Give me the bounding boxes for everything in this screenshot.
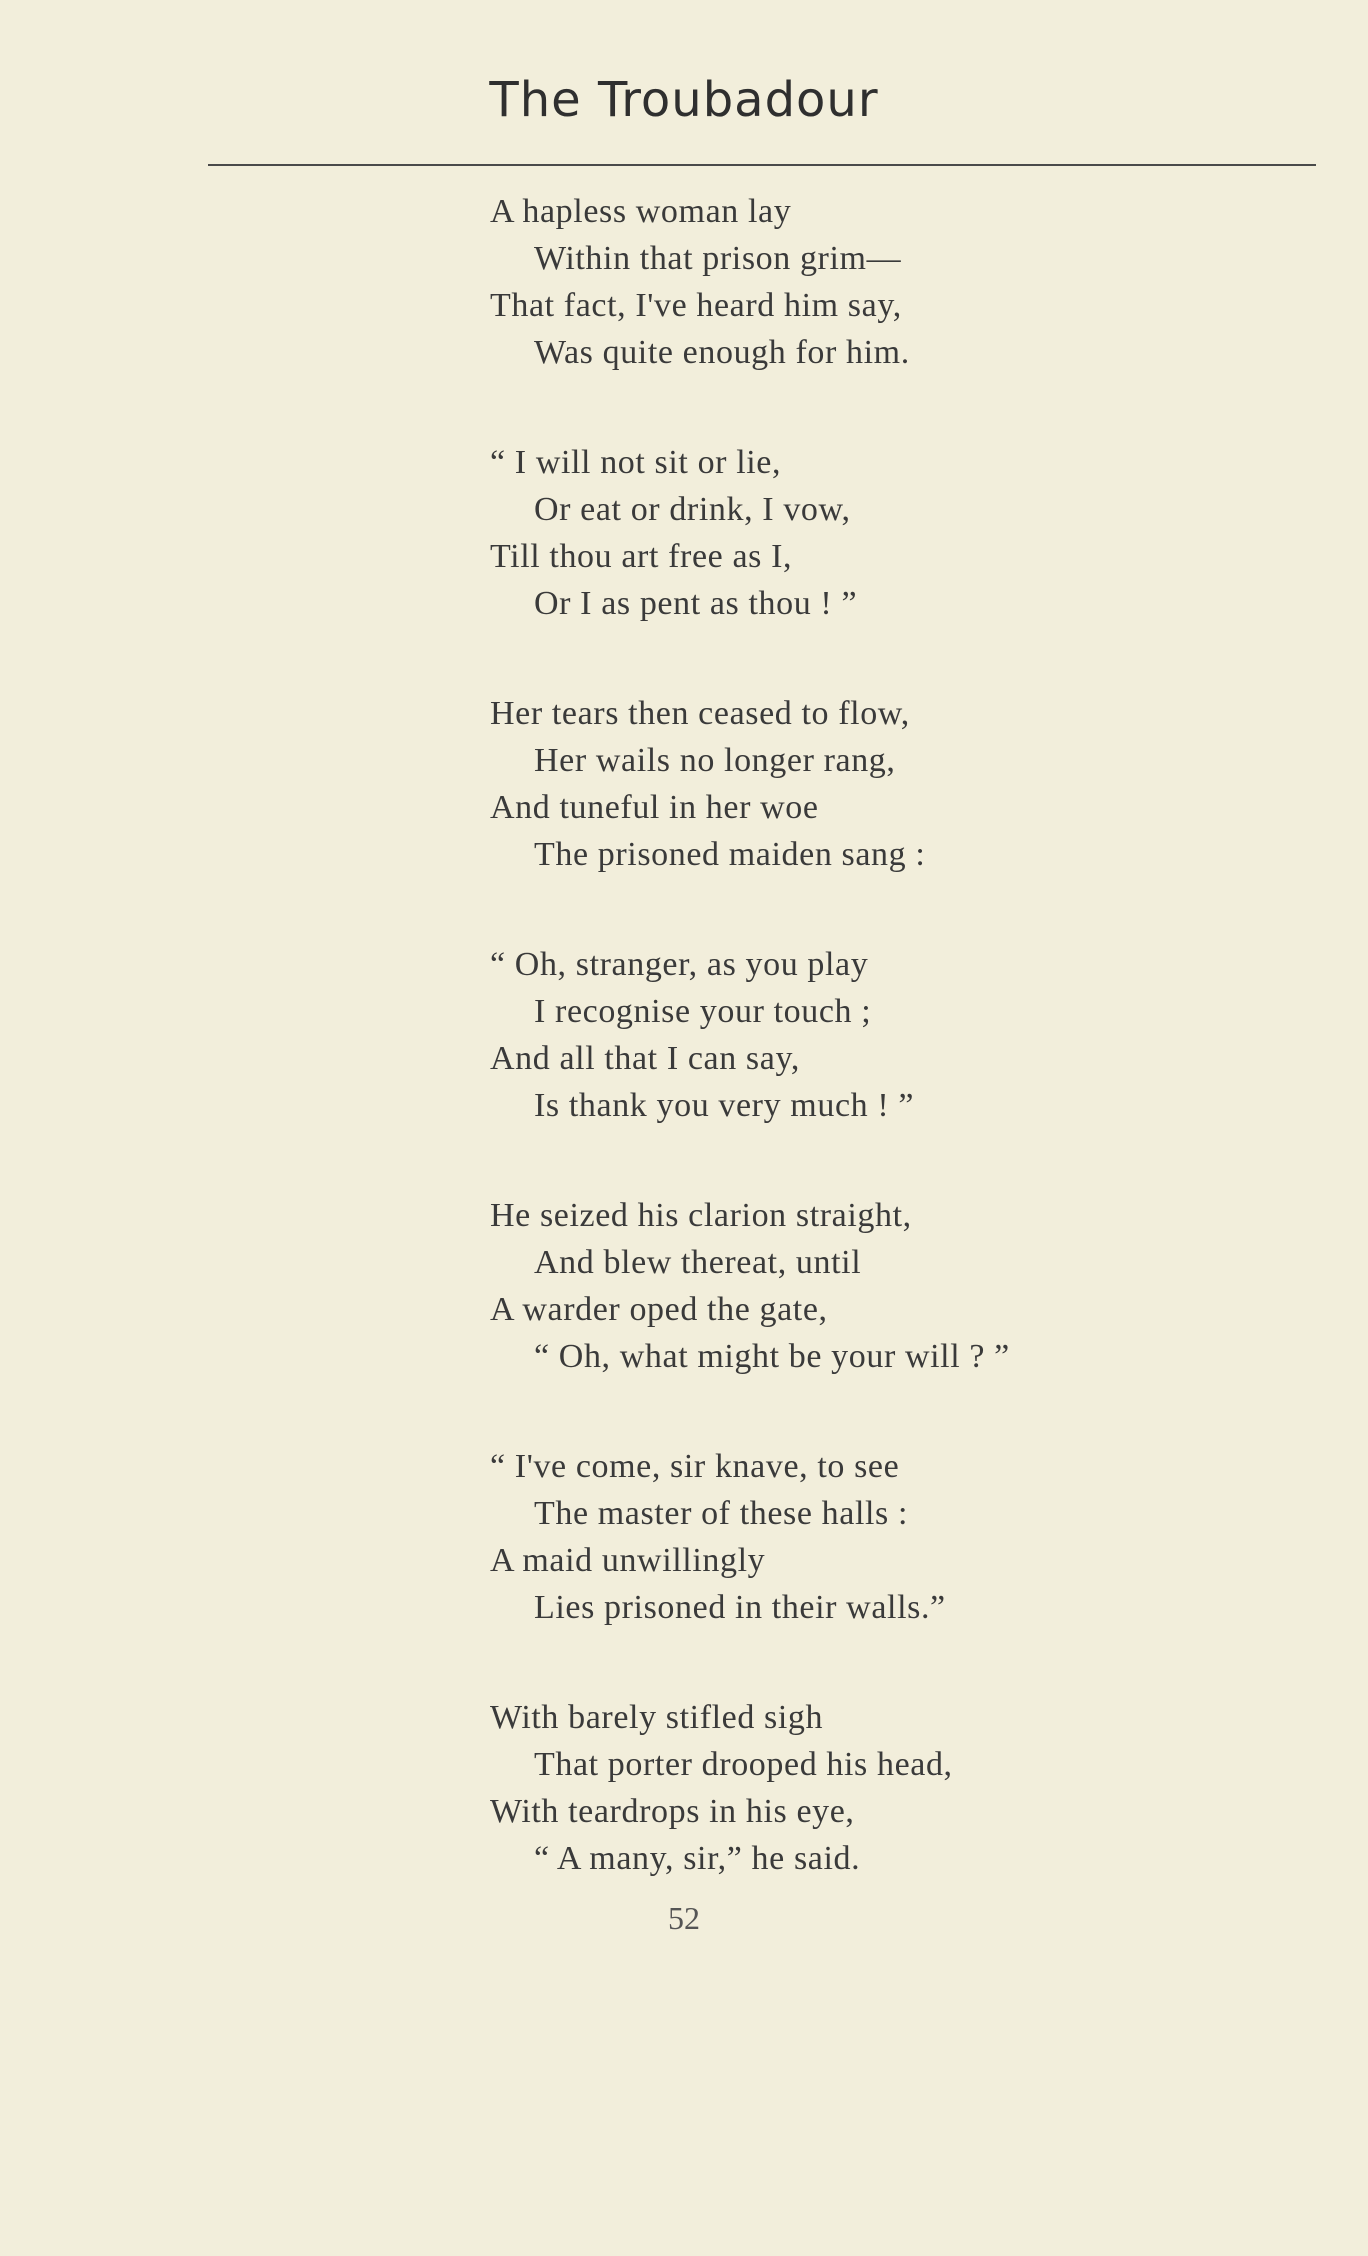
poem-line: A warder oped the gate, xyxy=(490,1291,828,1328)
stanza-1 xyxy=(490,188,1250,376)
poem-line: The prisoned maiden sang : xyxy=(534,836,926,873)
poem-line: Or I as pent as thou ! ” xyxy=(534,585,858,622)
poem xyxy=(490,188,1250,1945)
header-rule xyxy=(208,164,1316,166)
poem-line: With teardrops in his eye, xyxy=(490,1793,855,1830)
stanza-4 xyxy=(490,941,1250,1129)
stanza-2 xyxy=(490,439,1250,627)
stanza-6 xyxy=(490,1443,1250,1631)
poem-line: That fact, I've heard him say, xyxy=(490,287,902,324)
poem-line: That porter drooped his head, xyxy=(534,1746,953,1783)
poem-line: “ Oh, stranger, as you play xyxy=(490,946,869,983)
poem-line: A hapless woman lay xyxy=(490,193,792,230)
poem-line: I recognise your touch ; xyxy=(534,993,872,1030)
running-head-title: The Troubadour xyxy=(489,72,879,128)
poem-line: Her tears then ceased to flow, xyxy=(490,695,910,732)
poem-line: The master of these halls : xyxy=(534,1495,909,1532)
stanza-7 xyxy=(490,1694,1250,1882)
poem-line: With barely stifled sigh xyxy=(490,1699,824,1736)
poem-line: “ I've come, sir knave, to see xyxy=(490,1448,900,1485)
poem-line: Her wails no longer rang, xyxy=(534,742,896,779)
poem-line: A maid unwillingly xyxy=(490,1542,766,1579)
page-number: 52 xyxy=(668,1900,700,1936)
poem-line: “ I will not sit or lie, xyxy=(490,444,782,481)
poem-line: Lies prisoned in their walls.” xyxy=(534,1589,946,1626)
poem-line: Within that prison grim— xyxy=(534,240,902,277)
poem-line: Till thou art free as I, xyxy=(490,538,793,575)
poem-line: He seized his clarion straight, xyxy=(490,1197,912,1234)
poem-line: And tuneful in her woe xyxy=(490,789,819,826)
poem-line: Or eat or drink, I vow, xyxy=(534,491,851,528)
poem-line: “ Oh, what might be your will ? ” xyxy=(534,1338,1010,1375)
poem-line: And all that I can say, xyxy=(490,1040,800,1077)
poem-line: Was quite enough for him. xyxy=(534,334,910,371)
stanza-3 xyxy=(490,690,1250,878)
poem-line: Is thank you very much ! ” xyxy=(534,1087,915,1124)
poem-line: And blew thereat, until xyxy=(534,1244,862,1281)
poem-line: “ A many, sir,” he said. xyxy=(534,1840,861,1877)
stanza-5 xyxy=(490,1192,1250,1380)
